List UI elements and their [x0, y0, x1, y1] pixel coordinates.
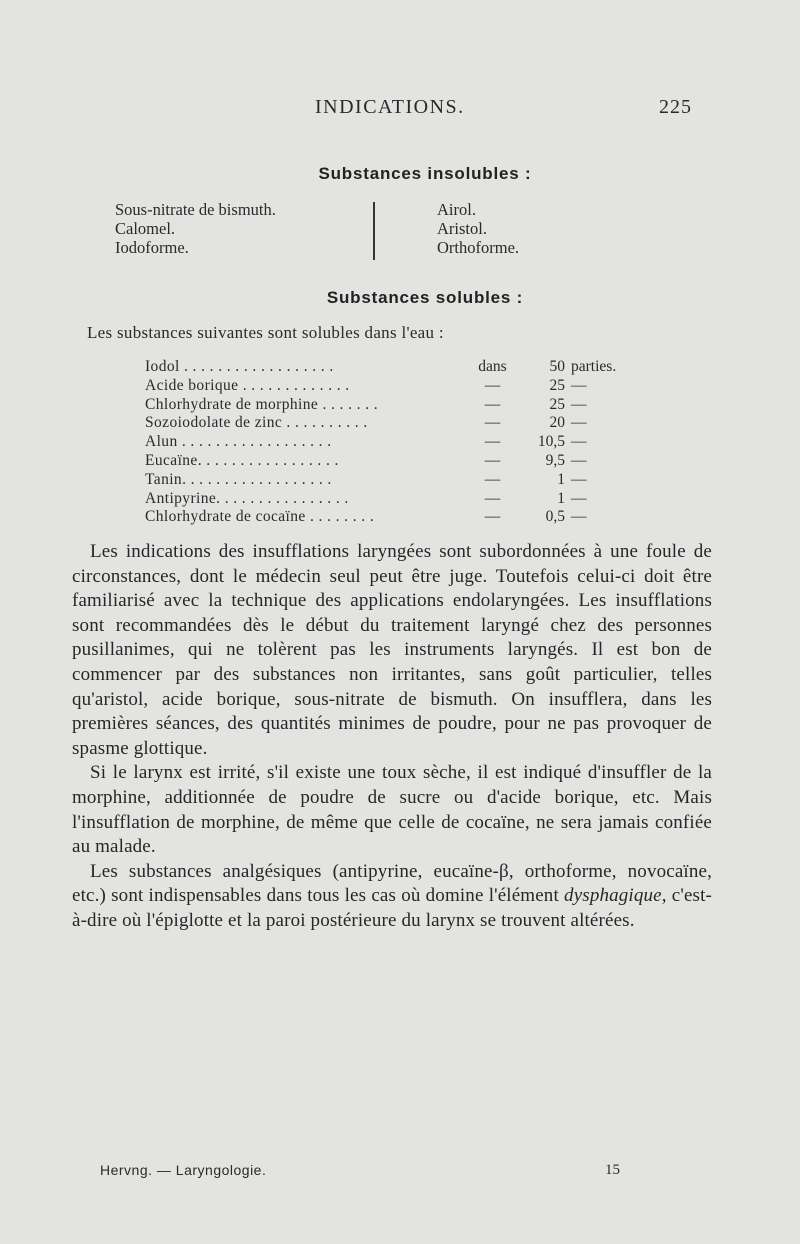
unit: parties. — [571, 358, 617, 375]
quantity: 9,5 — [545, 451, 565, 469]
quantity: 50 — [549, 358, 565, 375]
insoluble-list — [115, 200, 555, 264]
insoluble-right-column — [437, 200, 519, 257]
table-row — [145, 377, 645, 396]
table-row — [145, 414, 645, 433]
unit: — — [571, 451, 587, 469]
substance-name: Iodol . . . . . . . . . . . . . . . . . . — [145, 358, 334, 375]
paragraph — [72, 860, 712, 934]
body-text — [72, 540, 712, 934]
footer-signature: Hervng. — Laryngologie. — [100, 1162, 267, 1178]
substance-name: Alun . . . . . . . . . . . . . . . . . . — [145, 433, 332, 451]
table-row — [145, 433, 645, 452]
quantity: 0,5 — [545, 508, 565, 526]
quantity: 1 — [557, 470, 565, 488]
signature-number: 15 — [605, 1162, 620, 1178]
insoluble-item: Calomel. — [115, 219, 176, 238]
quantity: 25 — [549, 395, 565, 413]
solubility-table — [145, 358, 645, 527]
connector: — — [484, 433, 501, 451]
unit: — — [571, 489, 587, 507]
connector: — — [484, 470, 501, 488]
substance-name: Acide borique . . . . . . . . . . . . . — [145, 376, 350, 394]
connector: — — [484, 451, 501, 469]
page-footer — [0, 1162, 800, 1186]
italic-term: dysphagique — [564, 885, 662, 907]
unit: — — [571, 470, 587, 488]
soluble-intro: Les substances suivantes sont solubles dans l'eau : — [87, 323, 444, 342]
quantity: 20 — [549, 414, 565, 432]
connector: — — [484, 414, 501, 432]
connector: — — [484, 508, 501, 526]
connector: dans — [478, 358, 507, 375]
insoluble-item: Orthoforme. — [437, 238, 520, 257]
insoluble-item: Airol. — [437, 200, 476, 219]
substance-name: Chlorhydrate de morphine . . . . . . . — [145, 395, 379, 413]
connector: — — [484, 395, 501, 413]
table-row — [145, 396, 645, 415]
text-run: Les substances analgésiques (antipyrine, eucaïne-β, orthoforme, novocaïne, etc.) sont indispensables dans tous les cas où domine l'élément — [72, 860, 712, 907]
paragraph: Les indications des insufflations laryngées sont subordonnées à une foule de circonstances, dont le médecin seul peut être juge. Toutefois celui-ci doit être familiarisé avec la technique des applications endolaryngées. Les insufflations sont recommandées dès le début du traitement laryngé chez des personnes pusillanimes, qui ne tolèrent pas les instruments laryngés. Il est bon de commencer par des substances non irritantes, sans goût particulier, telles qu'aristol, acide borique, sous-nitrate de bismuth. On insufflera, dans les premières séances, des quantités minimes de poudre, pour ne pas provoquer de spasme glottique. — [72, 541, 712, 759]
substance-name: Sozoiodolate de zinc . . . . . . . . . . — [145, 414, 368, 432]
table-row — [145, 358, 645, 377]
quantity: 1 — [557, 489, 565, 507]
connector: — — [484, 376, 501, 394]
substance-name: Eucaïne. . . . . . . . . . . . . . . . . — [145, 451, 339, 469]
running-title: INDICATIONS. — [315, 96, 465, 118]
insoluble-left-column — [115, 200, 276, 257]
page-number: 225 — [659, 96, 692, 118]
unit: — — [571, 414, 587, 432]
insoluble-item: Aristol. — [437, 219, 487, 238]
insoluble-item: Sous-nitrate de bismuth. — [115, 200, 276, 219]
table-row — [145, 490, 645, 509]
table-row — [145, 471, 645, 490]
unit: — — [571, 395, 587, 413]
connector: — — [484, 489, 501, 507]
paragraph: Si le larynx est irrité, s'il existe une toux sèche, il est indiqué d'insuffler de la morphine, additionnée de poudre de sucre ou d'acide borique, etc. Mais l'insufflation de morphine, de même que celle de cocaïne, ne sera jamais confiée au malade. — [72, 762, 712, 858]
insoluble-item: Iodoforme. — [115, 238, 189, 257]
substance-name: Tanin. . . . . . . . . . . . . . . . . . — [145, 470, 332, 488]
table-row — [145, 508, 645, 527]
substance-name: Antipyrine. . . . . . . . . . . . . . . . — [145, 489, 349, 507]
unit: — — [571, 508, 587, 526]
insoluble-section-title: Substances insolubles : — [318, 164, 532, 183]
substance-name: Chlorhydrate de cocaïne . . . . . . . . — [145, 508, 375, 526]
soluble-section-title: Substances solubles : — [326, 288, 524, 307]
unit: — — [571, 433, 587, 451]
quantity: 25 — [549, 376, 565, 394]
running-head — [0, 96, 800, 126]
table-row — [145, 452, 645, 471]
unit: — — [571, 376, 587, 394]
quantity: 10,5 — [537, 433, 565, 451]
column-divider — [373, 202, 375, 260]
text-run: , c'est-à-dire où l'épiglotte et la paroi postérieure du larynx se trouvent altérées. — [72, 885, 712, 931]
